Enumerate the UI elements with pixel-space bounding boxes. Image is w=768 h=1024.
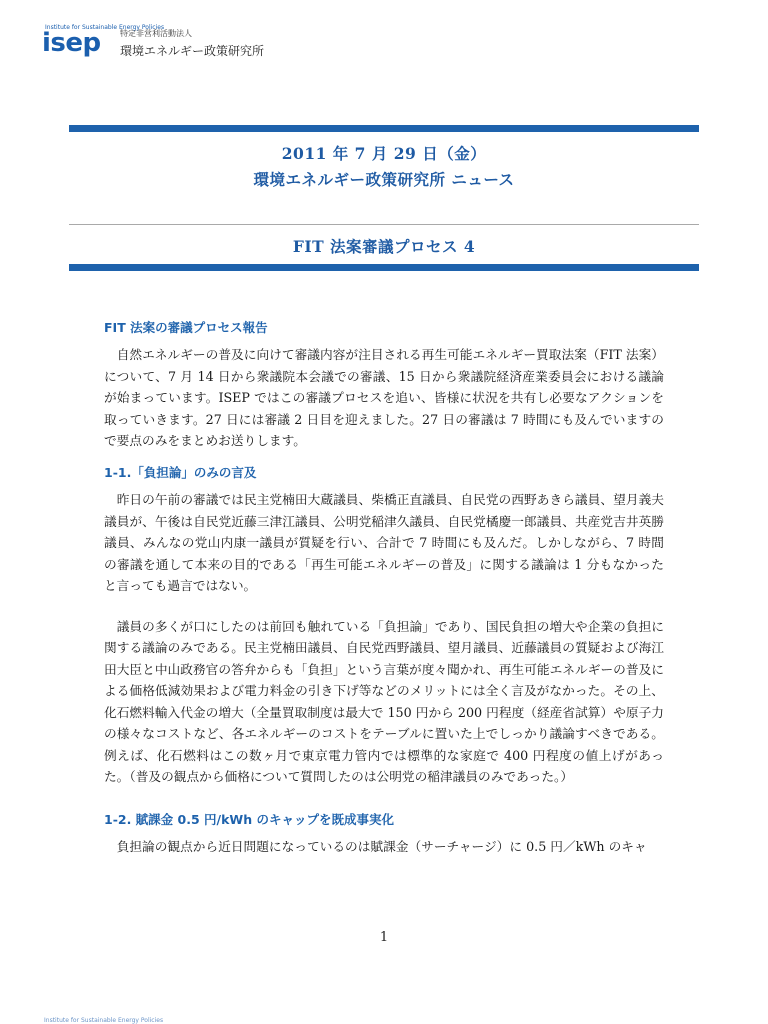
section-body-1-2	[104, 836, 664, 858]
isep-logo	[42, 22, 265, 58]
logo-tagline: Institute for Sustainable Energy Policies	[45, 24, 165, 31]
newsletter-subject: FIT 法案審議プロセス 4	[292, 237, 476, 256]
org-type-label: 特定非営利活動法人	[120, 29, 192, 38]
paragraph: 昨日の午前の審議では民主党楠田大蔵議員、柴橋正直議員、自民党の西野あきら議員、望月義夫議員が、午後は自民党近藤三津江議員、公明党稲津久議員、自民党橘慶一郎議員、共産党吉井英勝議員、みんなの党山内康一議員が質疑を行い、合計で 7 時間にも及んだ。しかしながら、7 時間の審議を通して本来の目的である「再生可能エネルギーの普及」に関する議論は 1 分もなかったと言っても過言ではない。	[104, 492, 664, 593]
bottom-divider	[69, 264, 699, 271]
top-divider	[69, 125, 699, 132]
page-number: 1	[379, 930, 389, 945]
section-heading-intro: FIT 法案の審議プロセス報告	[104, 320, 268, 335]
footer-logo-text: Institute for Sustainable Energy Policies	[44, 1017, 164, 1024]
logo-wordmark: isep	[42, 28, 101, 58]
section-body-1-1	[104, 489, 664, 788]
middle-divider	[69, 224, 699, 225]
section-body-intro	[104, 344, 664, 452]
newsletter-title: 環境エネルギー政策研究所 ニュース	[253, 170, 515, 189]
newsletter-date: 2011 年 7 月 29 日（金）	[281, 144, 487, 163]
org-name-label: 環境エネルギー政策研究所	[120, 44, 265, 58]
paragraph: 負担論の観点から近日問題になっているのは賦課金（サーチャージ）に 0.5 円／kWh のキャ	[116, 839, 647, 854]
paragraph: 議員の多くが口にしたのは前回も触れている「負担論」であり、国民負担の増大や企業の負担に関する議論のみである。民主党楠田議員、自民党西野議員、望月議員、近藤議員の質疑および海江田大臣と中山政務官の答弁からも「負担」という言葉が度々聞かれ、再生可能エネルギーの普及による価格低減効果および電力料金の引き下げ等などのメリットには全く言及がなかった。その上、化石燃料輸入代金の増大（全量買取制度は最大で 150 円から 200 円程度（経産省試算）や原子力の様々なコストなど、各エネルギーのコストをテーブルに置いた上でしっかり議論すべきである。例えば、化石燃料はこの数ヶ月で東京電力管内では標準的な家庭で 400 円程度の値上げがあった。（普及の観点から価格について質問したのは公明党の稲津議員のみであった。）	[104, 618, 664, 784]
paragraph: 自然エネルギーの普及に向けて審議内容が注目される再生可能エネルギー買取法案（FIT 法案）について、7 月 14 日から衆議院本会議での審議、15 日から衆議院経済産業委員会における議論が始まっています。ISEP ではこの審議プロセスを追い、皆様に状況を共有し必要なアクションを取っていきます。27 日には審議 2 日目を迎えました。27 日の審議は 7 時間にも及んでいますので要点のみをまとめお送りします。	[104, 347, 664, 448]
section-heading-1-1: 1-1.「負担論」のみの言及	[104, 465, 257, 480]
section-heading-1-2: 1-2. 賦課金 0.5 円/kWh のキャップを既成事実化	[104, 812, 394, 827]
